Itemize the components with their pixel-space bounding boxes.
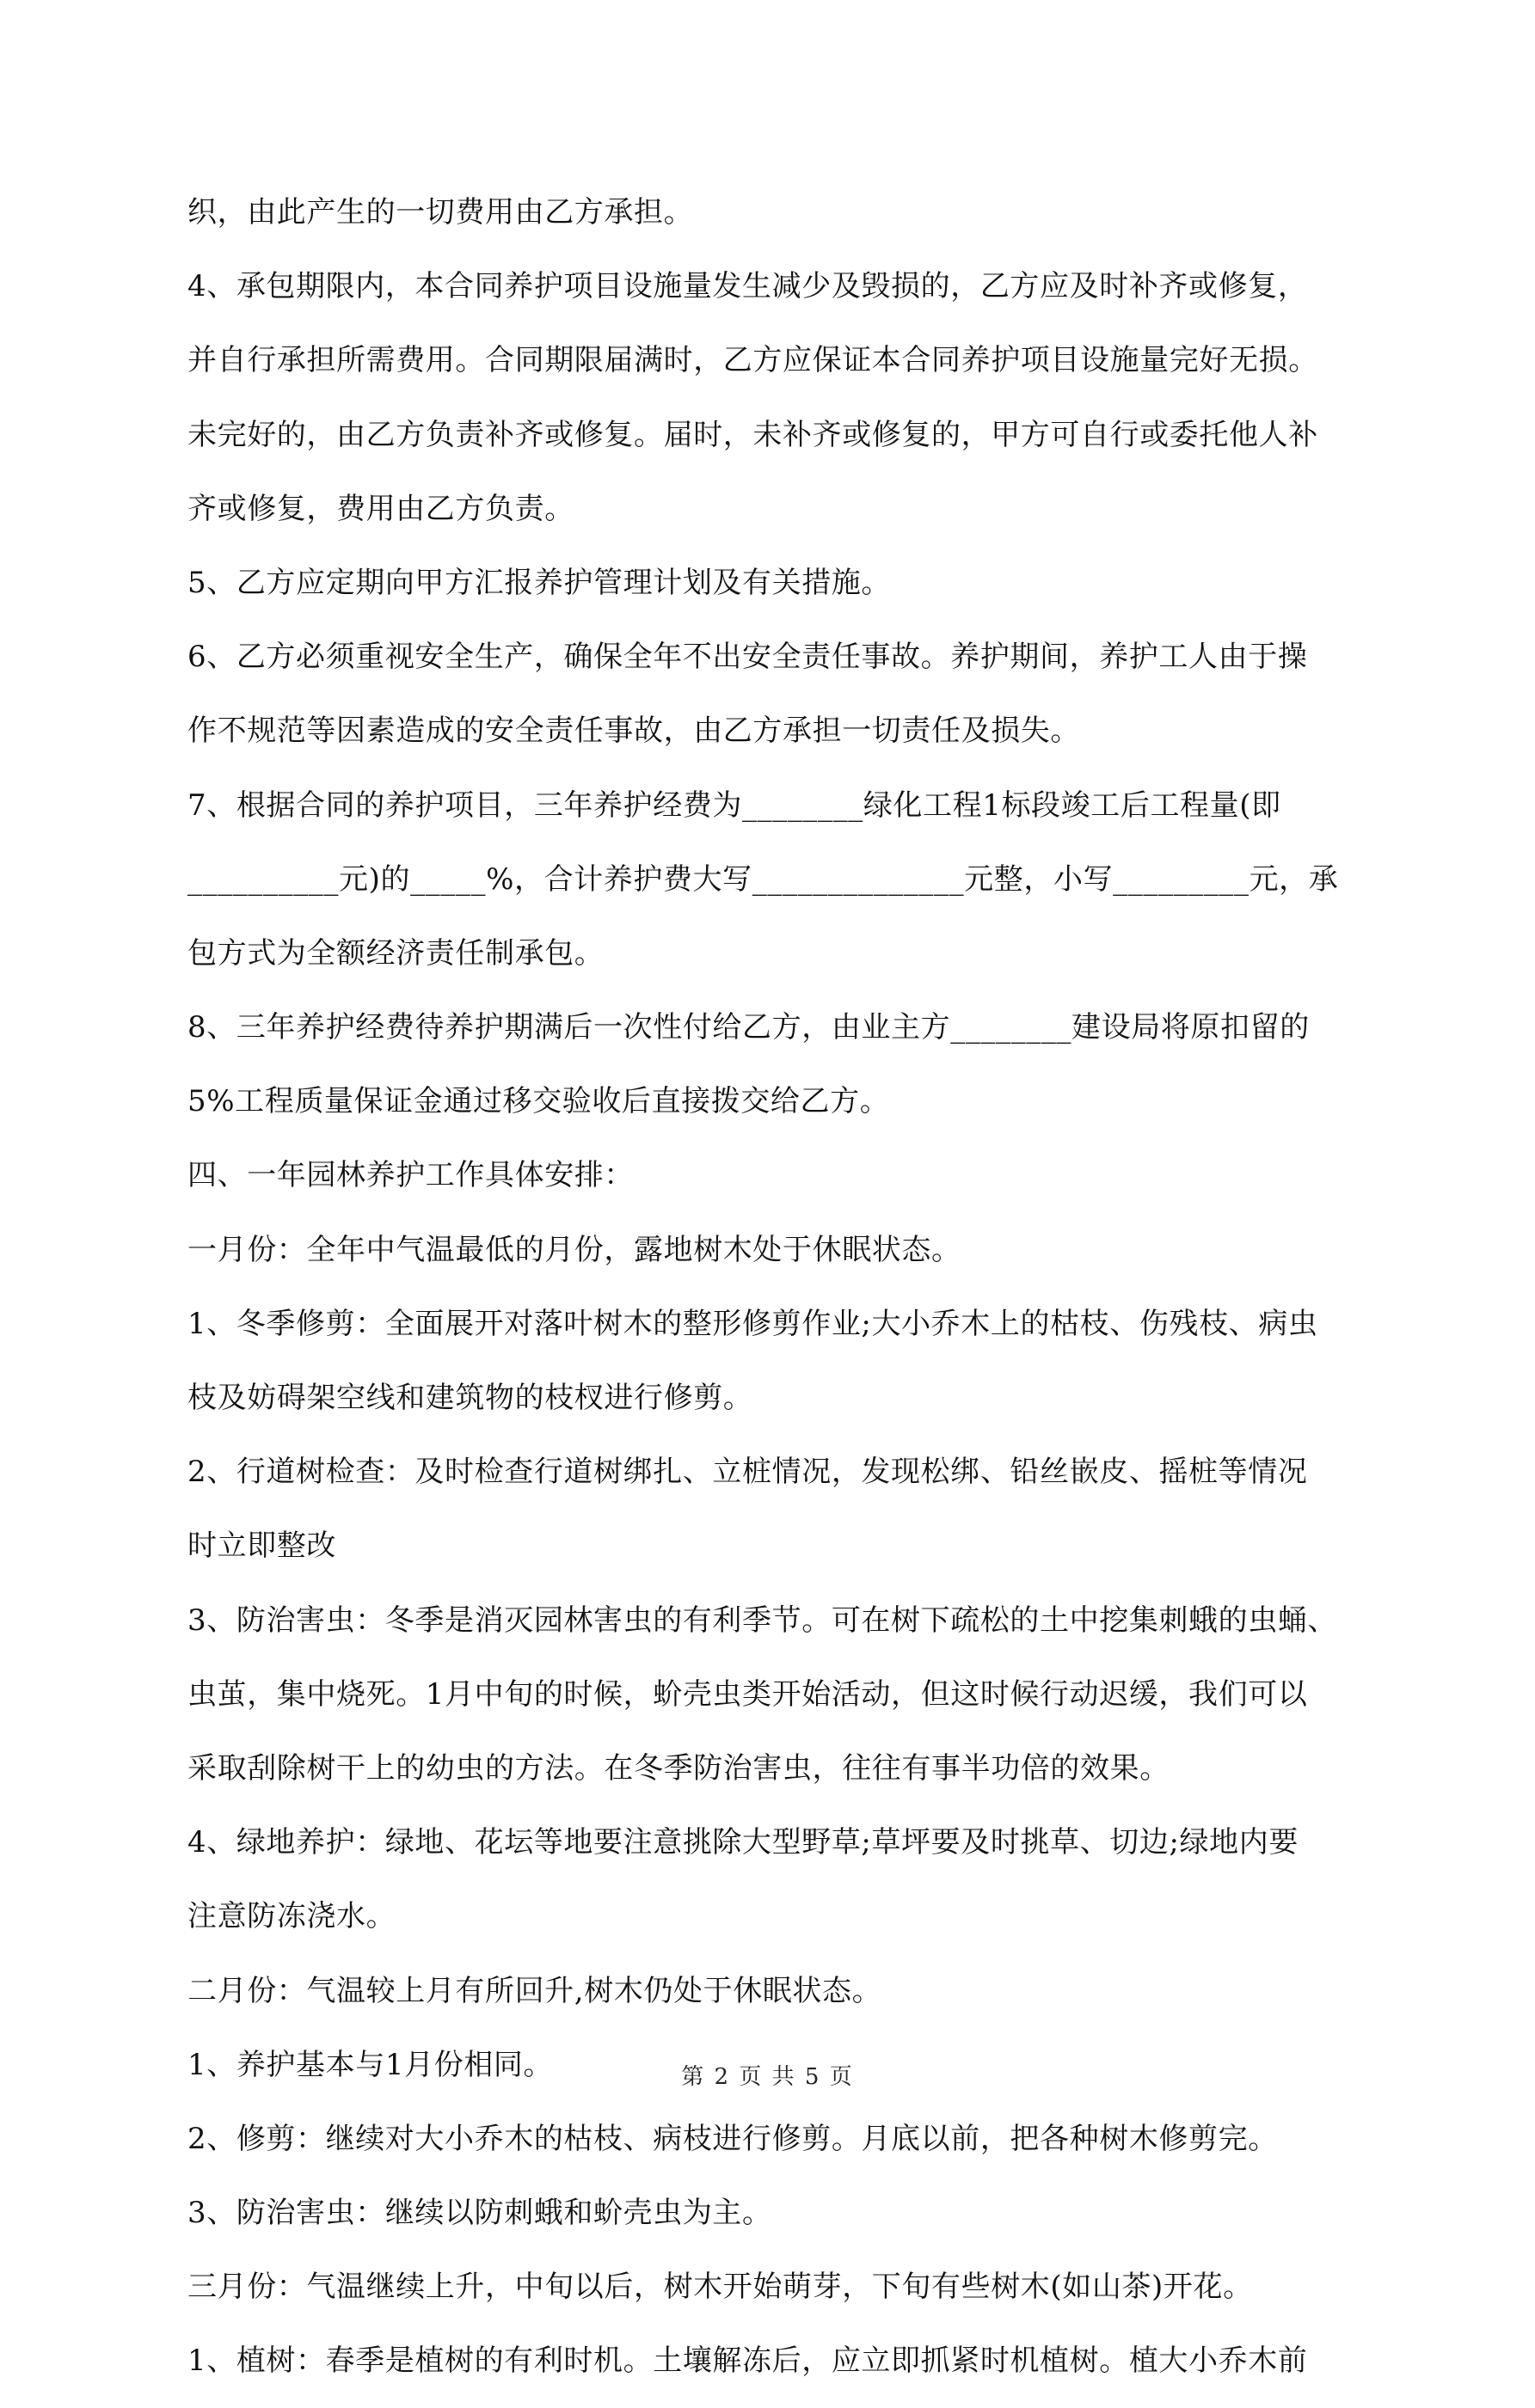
text-line: 包方式为全额经济责任制承包。	[187, 935, 605, 971]
text-line: 注意防冻浇水。	[187, 1899, 396, 1934]
page-number-footer: 第 2 页 共 5 页	[681, 2064, 854, 2090]
text-line: 1、冬季修剪：全面展开对落叶树木的整形修剪作业;大小乔木上的枯枝、伤残枝、病虫	[187, 1306, 1318, 1341]
text-line: 2、修剪：继续对大小乔木的枯枝、病枝进行修剪。月底以前，把各种树木修剪完。	[187, 2121, 1278, 2156]
text-line: 虫茧，集中烧死。1月中旬的时候，蚧壳虫类开始活动，但这时候行动迟缓，我们可以	[187, 1676, 1308, 1712]
text-line: 4、承包期限内，本合同养护项目设施量发生减少及毁损的，乙方应及时补齐或修复，	[187, 269, 1308, 304]
text-line: 作不规范等因素造成的安全责任事故，由乙方承担一切责任及损失。	[187, 714, 1080, 749]
text-line: 枝及妨碍架空线和建筑物的枝杈进行修剪。	[187, 1381, 753, 1415]
text-line: 5%工程质量保证金通过移交验收后直接拨交给乙方。	[187, 1084, 890, 1119]
text-line: 3、防治害虫：继续以防刺蛾和蚧壳虫为主。	[187, 2196, 772, 2231]
section-heading: 四、一年园林养护工作具体安排：	[187, 1158, 634, 1193]
text-line: 8、三年养护经费待养护期满后一次性付给乙方，由业主方________建设局将原扣留的	[187, 1010, 1310, 1045]
text-line: 未完好的，由乙方负责补齐或修复。届时，未补齐或修复的，甲方可自行或委托他人补	[187, 417, 1318, 452]
text-line: 3、防治害虫：冬季是消灭园林害虫的有利季节。可在树下疏松的土中挖集刺蛾的虫蛹、	[187, 1602, 1338, 1638]
text-line: 5、乙方应定期向甲方汇报养护管理计划及有关措施。	[187, 565, 892, 600]
text-line: 齐或修复，费用由乙方负责。	[187, 491, 574, 526]
month-heading: 三月份：气温继续上升，中旬以后，树木开始萌芽，下旬有些树木(如山茶)开花。	[187, 2270, 1253, 2305]
text-line: __________元)的_____%，合计养护费大写______________元整，小写_________元，承	[187, 861, 1339, 897]
text-line: 时立即整改	[187, 1529, 336, 1564]
month-heading: 一月份：全年中气温最低的月份，露地树木处于休眠状态。	[187, 1232, 961, 1267]
month-heading: 二月份：气温较上月有所回升,树木仍处于休眠状态。	[187, 1973, 882, 2008]
text-line: 1、养护基本与1月份相同。	[187, 2047, 554, 2082]
text-line: 4、绿地养护：绿地、花坛等地要注意挑除大型野草;草坪要及时挑草、切边;绿地内要	[187, 1825, 1299, 1860]
text-line: 并自行承担所需费用。合同期限届满时，乙方应保证本合同养护项目设施量完好无损。	[187, 343, 1318, 378]
text-line: 7、根据合同的养护项目，三年养护经费为________绿化工程1标段竣工后工程量(即	[187, 787, 1281, 823]
text-line: 2、行道树检查：及时检查行道树绑扎、立桩情况，发现松绑、铅丝嵌皮、摇桩等情况	[187, 1455, 1308, 1490]
text-line: 1、植树：春季是植树的有利时机。土壤解冻后，应立即抓紧时机植树。植大小乔木前	[187, 2344, 1308, 2379]
text-line: 织，由此产生的一切费用由乙方承担。	[187, 195, 694, 230]
text-line: 6、乙方必须重视安全生产，确保全年不出安全责任事故。养护期间，养护工人由于操	[187, 640, 1308, 675]
text-line: 采取刮除树干上的幼虫的方法。在冬季防治害虫，往往有事半功倍的效果。	[187, 1750, 1170, 1786]
